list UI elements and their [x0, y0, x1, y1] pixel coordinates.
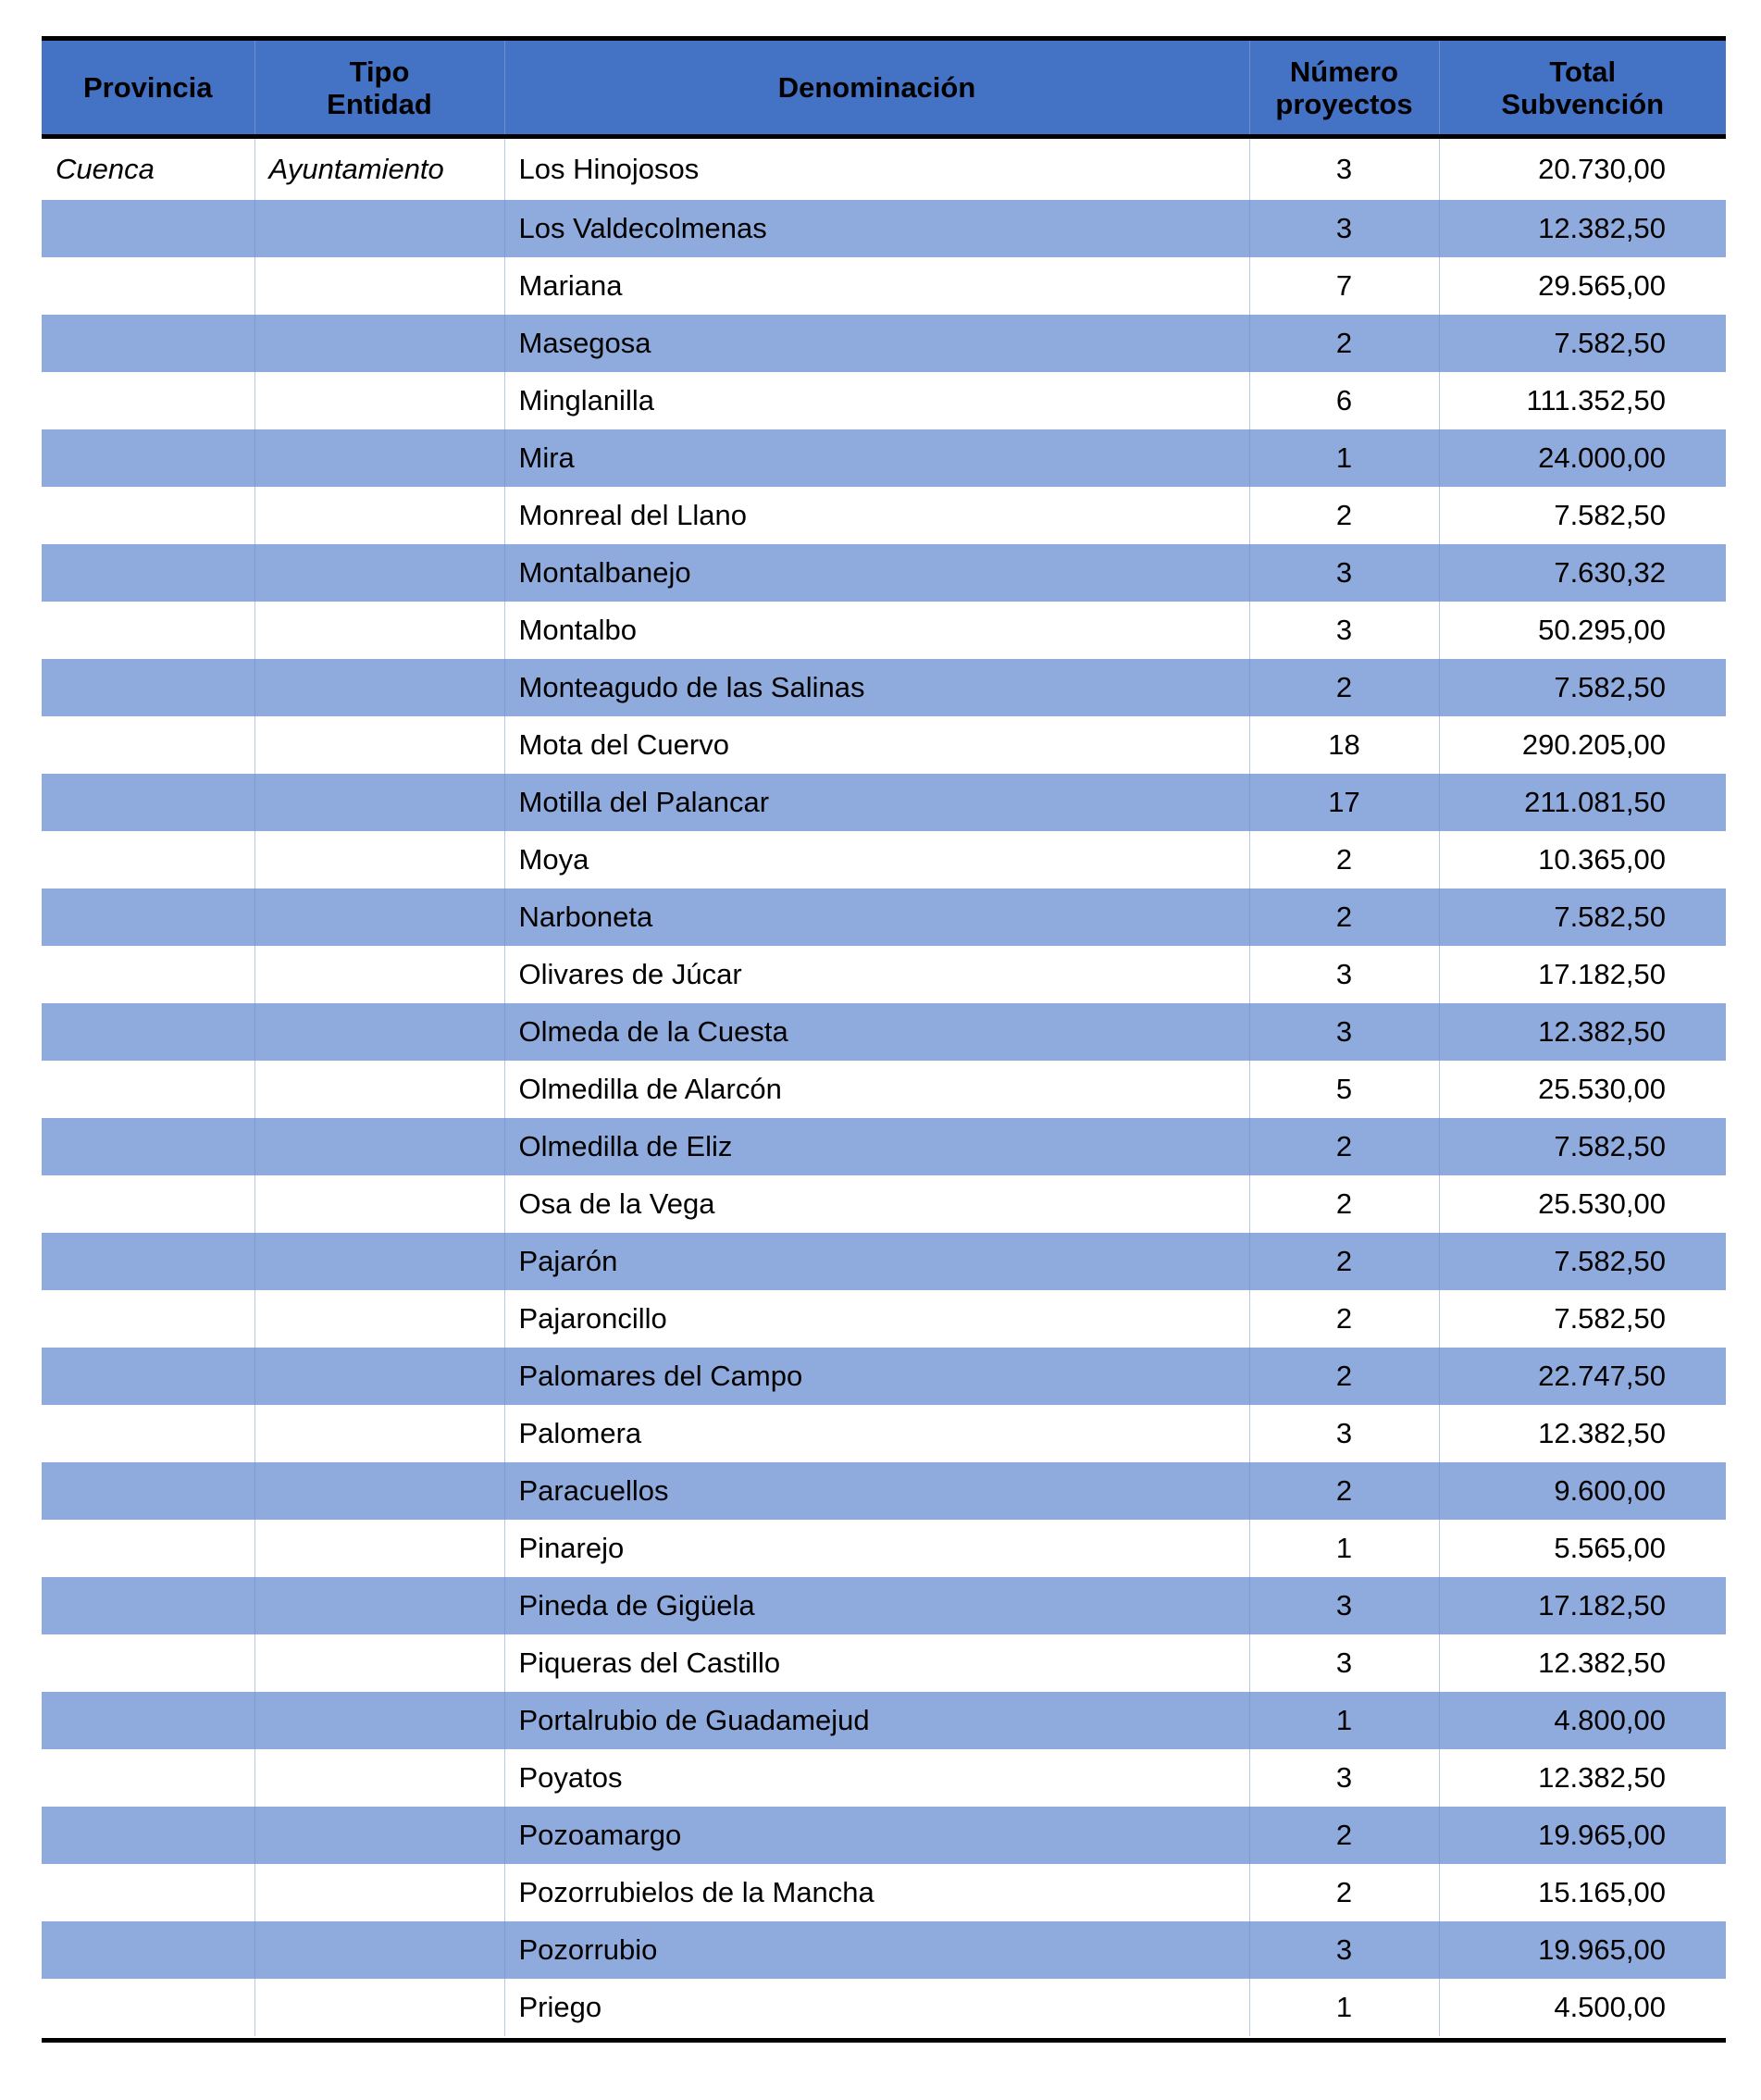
table-row [42, 315, 1726, 372]
subsidy-table-sheet [42, 36, 1726, 2043]
cell-provincia [42, 1979, 254, 2036]
table-row [42, 372, 1726, 429]
cell-provincia [42, 1520, 254, 1577]
cell-total-subvencion: 17.182,50 [1439, 1577, 1726, 1634]
cell-numero-proyectos: 3 [1249, 1634, 1439, 1692]
cell-total-subvencion: 25.530,00 [1439, 1061, 1726, 1118]
cell-total-subvencion: 7.582,50 [1439, 1118, 1726, 1175]
table-row [42, 659, 1726, 716]
cell-provincia [42, 1003, 254, 1061]
cell-numero-proyectos: 2 [1249, 831, 1439, 888]
cell-tipo-entidad [254, 659, 504, 716]
cell-numero-proyectos: 2 [1249, 1462, 1439, 1520]
cell-tipo-entidad [254, 1348, 504, 1405]
table-row [42, 1520, 1726, 1577]
cell-total-subvencion: 25.530,00 [1439, 1175, 1726, 1233]
cell-tipo-entidad [254, 1692, 504, 1749]
cell-denominacion: Olivares de Júcar [504, 946, 1249, 1003]
cell-total-subvencion: 9.600,00 [1439, 1462, 1726, 1520]
cell-provincia [42, 1807, 254, 1864]
cell-total-subvencion: 111.352,50 [1439, 372, 1726, 429]
table-row [42, 831, 1726, 888]
cell-tipo-entidad [254, 487, 504, 544]
cell-tipo-entidad [254, 888, 504, 946]
cell-denominacion: Poyatos [504, 1749, 1249, 1807]
cell-numero-proyectos: 5 [1249, 1061, 1439, 1118]
cell-denominacion: Palomares del Campo [504, 1348, 1249, 1405]
cell-denominacion: Montalbo [504, 602, 1249, 659]
cell-denominacion: Olmedilla de Alarcón [504, 1061, 1249, 1118]
cell-total-subvencion: 15.165,00 [1439, 1864, 1726, 1921]
cell-numero-proyectos: 7 [1249, 257, 1439, 315]
cell-denominacion: Pinarejo [504, 1520, 1249, 1577]
table-row [42, 1692, 1726, 1749]
cell-total-subvencion: 22.747,50 [1439, 1348, 1726, 1405]
cell-total-subvencion: 7.630,32 [1439, 544, 1726, 602]
header-provincia: Provincia [42, 41, 254, 137]
cell-numero-proyectos: 2 [1249, 315, 1439, 372]
table-row [42, 1061, 1726, 1118]
cell-total-subvencion: 29.565,00 [1439, 257, 1726, 315]
cell-denominacion: Pozoamargo [504, 1807, 1249, 1864]
table-row [42, 1175, 1726, 1233]
cell-numero-proyectos: 2 [1249, 1864, 1439, 1921]
table-body [42, 137, 1726, 2037]
table-row [42, 1577, 1726, 1634]
cell-total-subvencion: 24.000,00 [1439, 429, 1726, 487]
cell-denominacion: Mariana [504, 257, 1249, 315]
cell-total-subvencion: 4.800,00 [1439, 1692, 1726, 1749]
cell-numero-proyectos: 2 [1249, 888, 1439, 946]
cell-denominacion: Olmedilla de Eliz [504, 1118, 1249, 1175]
cell-provincia [42, 257, 254, 315]
bottom-rule [42, 2038, 1726, 2043]
cell-provincia [42, 315, 254, 372]
table-row [42, 429, 1726, 487]
cell-numero-proyectos: 1 [1249, 1979, 1439, 2036]
cell-provincia [42, 1749, 254, 1807]
cell-total-subvencion: 211.081,50 [1439, 774, 1726, 831]
cell-total-subvencion: 12.382,50 [1439, 1405, 1726, 1462]
cell-denominacion: Motilla del Palancar [504, 774, 1249, 831]
cell-provincia [42, 1692, 254, 1749]
cell-denominacion: Osa de la Vega [504, 1175, 1249, 1233]
cell-total-subvencion: 7.582,50 [1439, 888, 1726, 946]
table-row [42, 1462, 1726, 1520]
cell-provincia [42, 1864, 254, 1921]
cell-total-subvencion: 7.582,50 [1439, 315, 1726, 372]
cell-provincia [42, 1634, 254, 1692]
cell-numero-proyectos: 1 [1249, 1520, 1439, 1577]
cell-tipo-entidad [254, 1520, 504, 1577]
table-row [42, 1118, 1726, 1175]
cell-tipo-entidad [254, 1290, 504, 1348]
cell-provincia [42, 888, 254, 946]
cell-denominacion: Narboneta [504, 888, 1249, 946]
table-row [42, 1348, 1726, 1405]
cell-total-subvencion: 17.182,50 [1439, 946, 1726, 1003]
cell-tipo-entidad [254, 1577, 504, 1634]
cell-numero-proyectos: 3 [1249, 1749, 1439, 1807]
cell-denominacion: Pineda de Gigüela [504, 1577, 1249, 1634]
cell-tipo-entidad [254, 1233, 504, 1290]
cell-denominacion: Piqueras del Castillo [504, 1634, 1249, 1692]
cell-numero-proyectos: 1 [1249, 1692, 1439, 1749]
cell-provincia [42, 1118, 254, 1175]
cell-numero-proyectos: 3 [1249, 1921, 1439, 1979]
cell-denominacion: Monteagudo de las Salinas [504, 659, 1249, 716]
cell-provincia [42, 372, 254, 429]
cell-denominacion: Pajaroncillo [504, 1290, 1249, 1348]
table-row [42, 1634, 1726, 1692]
cell-provincia [42, 602, 254, 659]
table-row [42, 1233, 1726, 1290]
cell-provincia [42, 946, 254, 1003]
cell-numero-proyectos: 3 [1249, 946, 1439, 1003]
cell-denominacion: Palomera [504, 1405, 1249, 1462]
cell-tipo-entidad [254, 200, 504, 257]
cell-provincia [42, 1405, 254, 1462]
cell-numero-proyectos: 3 [1249, 602, 1439, 659]
cell-tipo-entidad [254, 315, 504, 372]
cell-provincia [42, 774, 254, 831]
cell-total-subvencion: 10.365,00 [1439, 831, 1726, 888]
table-row [42, 716, 1726, 774]
cell-tipo-entidad [254, 946, 504, 1003]
cell-numero-proyectos: 1 [1249, 429, 1439, 487]
cell-provincia [42, 1290, 254, 1348]
cell-tipo-entidad [254, 1634, 504, 1692]
cell-total-subvencion: 7.582,50 [1439, 487, 1726, 544]
cell-numero-proyectos: 2 [1249, 487, 1439, 544]
cell-tipo-entidad [254, 1462, 504, 1520]
cell-provincia [42, 659, 254, 716]
cell-tipo-entidad [254, 429, 504, 487]
cell-denominacion: Pozorrubio [504, 1921, 1249, 1979]
cell-tipo-entidad [254, 1979, 504, 2036]
header-numero-proyectos: Número proyectos [1249, 41, 1439, 137]
cell-denominacion: Olmeda de la Cuesta [504, 1003, 1249, 1061]
cell-denominacion: Los Hinojosos [504, 137, 1249, 201]
cell-tipo-entidad: Ayuntamiento [254, 137, 504, 201]
cell-numero-proyectos: 2 [1249, 1118, 1439, 1175]
cell-total-subvencion: 5.565,00 [1439, 1520, 1726, 1577]
cell-numero-proyectos: 2 [1249, 1175, 1439, 1233]
table-row [42, 137, 1726, 201]
cell-denominacion: Minglanilla [504, 372, 1249, 429]
cell-denominacion: Monreal del Llano [504, 487, 1249, 544]
cell-total-subvencion: 50.295,00 [1439, 602, 1726, 659]
table-row [42, 1864, 1726, 1921]
cell-tipo-entidad [254, 257, 504, 315]
cell-denominacion: Masegosa [504, 315, 1249, 372]
cell-numero-proyectos: 3 [1249, 1003, 1439, 1061]
cell-tipo-entidad [254, 1864, 504, 1921]
cell-tipo-entidad [254, 602, 504, 659]
cell-tipo-entidad [254, 372, 504, 429]
header-total-subvencion: Total Subvención [1439, 41, 1726, 137]
cell-total-subvencion: 12.382,50 [1439, 1003, 1726, 1061]
cell-total-subvencion: 12.382,50 [1439, 200, 1726, 257]
cell-denominacion: Mota del Cuervo [504, 716, 1249, 774]
cell-numero-proyectos: 17 [1249, 774, 1439, 831]
cell-denominacion: Los Valdecolmenas [504, 200, 1249, 257]
cell-tipo-entidad [254, 716, 504, 774]
cell-denominacion: Moya [504, 831, 1249, 888]
cell-total-subvencion: 7.582,50 [1439, 1233, 1726, 1290]
table-header [42, 41, 1726, 137]
table-row [42, 1290, 1726, 1348]
cell-denominacion: Pajarón [504, 1233, 1249, 1290]
cell-denominacion: Montalbanejo [504, 544, 1249, 602]
cell-provincia: Cuenca [56, 153, 155, 185]
cell-tipo-entidad [254, 1003, 504, 1061]
table-row [42, 774, 1726, 831]
cell-tipo-entidad [254, 1175, 504, 1233]
header-tipo-entidad: Tipo Entidad [254, 41, 504, 137]
cell-total-subvencion: 7.582,50 [1439, 659, 1726, 716]
cell-provincia [42, 1233, 254, 1290]
cell-provincia [42, 200, 254, 257]
cell-provincia [42, 1577, 254, 1634]
cell-provincia [42, 716, 254, 774]
table-row [42, 1003, 1726, 1061]
table-row [42, 544, 1726, 602]
cell-total-subvencion: 12.382,50 [1439, 1634, 1726, 1692]
cell-numero-proyectos: 2 [1249, 1233, 1439, 1290]
table-row [42, 487, 1726, 544]
table-row [42, 257, 1726, 315]
cell-numero-proyectos: 3 [1249, 200, 1439, 257]
cell-numero-proyectos: 2 [1249, 659, 1439, 716]
table-row [42, 1405, 1726, 1462]
cell-numero-proyectos: 2 [1249, 1807, 1439, 1864]
table-row [42, 602, 1726, 659]
cell-numero-proyectos: 6 [1249, 372, 1439, 429]
table-row [42, 200, 1726, 257]
table-row [42, 1979, 1726, 2036]
subsidy-table [42, 41, 1726, 2036]
cell-provincia [42, 1348, 254, 1405]
cell-provincia [42, 1175, 254, 1233]
cell-total-subvencion: 20.730,00 [1439, 137, 1726, 201]
cell-denominacion: Pozorrubielos de la Mancha [504, 1864, 1249, 1921]
cell-provincia [42, 1921, 254, 1979]
cell-denominacion: Priego [504, 1979, 1249, 2036]
cell-denominacion: Portalrubio de Guadamejud [504, 1692, 1249, 1749]
cell-numero-proyectos: 3 [1249, 1405, 1439, 1462]
table-row [42, 1807, 1726, 1864]
table-row [42, 888, 1726, 946]
cell-denominacion: Paracuellos [504, 1462, 1249, 1520]
cell-total-subvencion: 290.205,00 [1439, 716, 1726, 774]
cell-total-subvencion: 4.500,00 [1439, 1979, 1726, 2036]
cell-numero-proyectos: 2 [1249, 1348, 1439, 1405]
cell-total-subvencion: 19.965,00 [1439, 1921, 1726, 1979]
cell-numero-proyectos: 3 [1249, 137, 1439, 201]
cell-numero-proyectos: 2 [1249, 1290, 1439, 1348]
cell-tipo-entidad [254, 544, 504, 602]
cell-provincia [42, 429, 254, 487]
cell-provincia [42, 1061, 254, 1118]
header-denominacion: Denominación [504, 41, 1249, 137]
cell-tipo-entidad [254, 1061, 504, 1118]
cell-tipo-entidad [254, 1118, 504, 1175]
cell-total-subvencion: 12.382,50 [1439, 1749, 1726, 1807]
table-row [42, 1921, 1726, 1979]
cell-numero-proyectos: 3 [1249, 544, 1439, 602]
cell-numero-proyectos: 18 [1249, 716, 1439, 774]
table-row [42, 1749, 1726, 1807]
cell-tipo-entidad [254, 774, 504, 831]
cell-tipo-entidad [254, 1405, 504, 1462]
cell-tipo-entidad [254, 831, 504, 888]
cell-provincia [42, 1462, 254, 1520]
cell-denominacion: Mira [504, 429, 1249, 487]
cell-provincia [42, 544, 254, 602]
cell-total-subvencion: 19.965,00 [1439, 1807, 1726, 1864]
cell-tipo-entidad [254, 1807, 504, 1864]
cell-tipo-entidad [254, 1921, 504, 1979]
cell-provincia [42, 831, 254, 888]
cell-total-subvencion: 7.582,50 [1439, 1290, 1726, 1348]
cell-numero-proyectos: 3 [1249, 1577, 1439, 1634]
table-row [42, 946, 1726, 1003]
cell-provincia [42, 487, 254, 544]
cell-tipo-entidad [254, 1749, 504, 1807]
